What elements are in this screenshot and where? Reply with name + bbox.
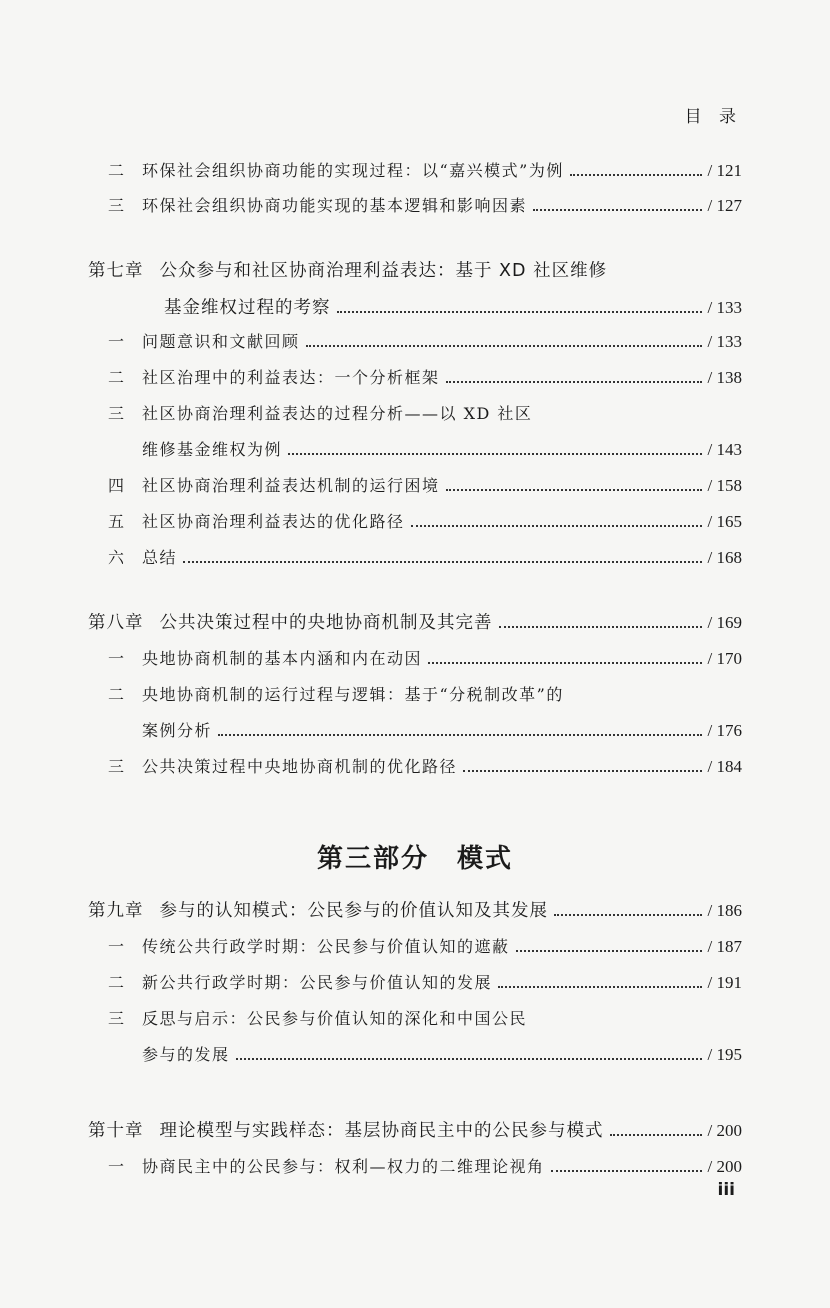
toc-page-ref: / 191 bbox=[707, 973, 742, 992]
toc-section-row[interactable] bbox=[108, 1154, 742, 1180]
toc-number: 第七章 bbox=[88, 261, 144, 281]
toc-section-row[interactable] bbox=[142, 718, 742, 744]
toc-section-row[interactable] bbox=[108, 473, 742, 499]
toc-leader-dots bbox=[551, 1170, 702, 1172]
toc-chapter-row[interactable] bbox=[164, 295, 742, 321]
toc-leader-dots bbox=[288, 453, 702, 455]
toc-section-row[interactable] bbox=[142, 437, 742, 463]
toc-title: 参与的发展 bbox=[142, 1045, 230, 1064]
toc-title: 社区协商治理利益表达的优化路径 bbox=[142, 512, 405, 531]
toc-number: 第九章 bbox=[88, 901, 144, 921]
toc-page-ref: / 127 bbox=[707, 196, 742, 215]
toc-title: 基金维权过程的考察 bbox=[164, 298, 331, 318]
toc-number: 二 bbox=[108, 161, 126, 180]
toc-page-ref: / 170 bbox=[707, 649, 742, 668]
toc-number: 一 bbox=[108, 937, 126, 956]
part-heading: 第三部分 模式 bbox=[316, 844, 513, 874]
toc-page-ref: / 187 bbox=[707, 937, 742, 956]
toc-number: 一 bbox=[108, 1157, 126, 1176]
toc-title: 问题意识和文献回顾 bbox=[142, 332, 300, 351]
toc-leader-dots bbox=[446, 489, 702, 491]
toc-page-ref: / 184 bbox=[707, 757, 742, 776]
toc-leader-dots bbox=[516, 950, 702, 952]
toc-page-ref: / 133 bbox=[707, 298, 742, 317]
toc-number: 三 bbox=[108, 757, 126, 776]
toc-leader-dots bbox=[498, 986, 702, 988]
toc-title: 参与的认知模式：公民参与的价值认知及其发展 bbox=[159, 901, 548, 921]
toc-page-ref: / 165 bbox=[707, 512, 742, 531]
toc-title: 社区协商治理利益表达的过程分析——以 XD 社区 bbox=[142, 404, 533, 423]
toc-number: 二 bbox=[108, 368, 126, 387]
toc-title: 央地协商机制的运行过程与逻辑：基于“分税制改革”的 bbox=[142, 685, 564, 704]
toc-title: 协商民主中的公民参与：权利—权力的二维理论视角 bbox=[142, 1157, 545, 1176]
toc-section-row[interactable] bbox=[108, 158, 742, 184]
toc-page-ref: / 200 bbox=[707, 1157, 742, 1176]
toc-title: 公众参与和社区协商治理利益表达：基于 XD 社区维修 bbox=[159, 261, 608, 281]
toc-section-row[interactable] bbox=[108, 193, 742, 219]
toc-page-ref: / 143 bbox=[707, 440, 742, 459]
toc-title: 总结 bbox=[142, 548, 178, 567]
toc-title: 案例分析 bbox=[142, 721, 213, 740]
toc-leader-dots bbox=[411, 525, 702, 527]
toc-section-row[interactable] bbox=[108, 646, 742, 672]
toc-number: 五 bbox=[108, 512, 126, 531]
toc-title: 维修基金维权为例 bbox=[142, 440, 283, 459]
toc-title: 传统公共行政学时期：公民参与价值认知的遮蔽 bbox=[142, 937, 510, 956]
toc-section-row[interactable] bbox=[108, 682, 742, 708]
toc-page-ref: / 158 bbox=[707, 476, 742, 495]
page-number: iii bbox=[717, 1180, 735, 1200]
toc-section-row[interactable] bbox=[108, 1006, 742, 1032]
toc-title: 公共决策过程中央地协商机制的优化路径 bbox=[142, 757, 458, 776]
toc-leader-dots bbox=[446, 381, 702, 383]
toc-leader-dots bbox=[306, 345, 702, 347]
toc-number: 三 bbox=[108, 1009, 126, 1028]
toc-leader-dots bbox=[533, 209, 702, 211]
toc-chapter-row[interactable] bbox=[88, 258, 742, 284]
toc-page-ref: / 176 bbox=[707, 721, 742, 740]
toc-title: 社区治理中的利益表达：一个分析框架 bbox=[142, 368, 440, 387]
toc-number: 四 bbox=[108, 476, 126, 495]
toc-number: 二 bbox=[108, 685, 126, 704]
toc-leader-dots bbox=[554, 914, 702, 916]
toc-number: 一 bbox=[108, 649, 126, 668]
toc-title: 环保社会组织协商功能实现的基本逻辑和影响因素 bbox=[142, 196, 528, 215]
toc-page-ref: / 121 bbox=[707, 161, 742, 180]
toc-leader-dots bbox=[570, 174, 702, 176]
toc-leader-dots bbox=[463, 770, 702, 772]
toc-number: 三 bbox=[108, 404, 126, 423]
toc-section-row[interactable] bbox=[108, 365, 742, 391]
toc-page-ref: / 186 bbox=[707, 901, 742, 920]
toc-title: 社区协商治理利益表达机制的运行困境 bbox=[142, 476, 440, 495]
toc-chapter-row[interactable] bbox=[88, 898, 742, 924]
toc-section-row[interactable] bbox=[108, 934, 742, 960]
toc-title: 理论模型与实践样态：基层协商民主中的公民参与模式 bbox=[159, 1121, 604, 1141]
toc-section-row[interactable] bbox=[108, 401, 742, 427]
toc-number: 第十章 bbox=[88, 1121, 144, 1141]
toc-leader-dots bbox=[337, 311, 702, 313]
toc-page-ref: / 168 bbox=[707, 548, 742, 567]
toc-section-row[interactable] bbox=[108, 329, 742, 355]
toc-section-row[interactable] bbox=[108, 509, 742, 535]
toc-leader-dots bbox=[236, 1058, 702, 1060]
toc-leader-dots bbox=[610, 1134, 702, 1136]
toc-title: 环保社会组织协商功能的实现过程：以“嘉兴模式”为例 bbox=[142, 161, 564, 180]
toc-page-ref: / 169 bbox=[707, 613, 742, 632]
toc-page-ref: / 200 bbox=[707, 1121, 742, 1140]
toc-chapter-row[interactable] bbox=[88, 1118, 742, 1144]
toc-leader-dots bbox=[183, 561, 702, 563]
toc-leader-dots bbox=[218, 734, 702, 736]
toc-title: 公共决策过程中的央地协商机制及其完善 bbox=[159, 613, 493, 633]
toc-section-row[interactable] bbox=[108, 545, 742, 571]
toc-number: 一 bbox=[108, 332, 126, 351]
toc-section-row[interactable] bbox=[142, 1042, 742, 1068]
toc-chapter-row[interactable] bbox=[88, 610, 742, 636]
toc-title: 新公共行政学时期：公民参与价值认知的发展 bbox=[142, 973, 493, 992]
toc-number: 六 bbox=[108, 548, 126, 567]
toc-title: 央地协商机制的基本内涵和内在动因 bbox=[142, 649, 423, 668]
toc-section-row[interactable] bbox=[108, 754, 742, 780]
toc-leader-dots bbox=[428, 662, 702, 664]
toc-number: 三 bbox=[108, 196, 126, 215]
running-header: 目 录 bbox=[684, 107, 742, 127]
toc-section-row[interactable] bbox=[108, 970, 742, 996]
toc-leader-dots bbox=[499, 626, 702, 628]
toc-page-ref: / 195 bbox=[707, 1045, 742, 1064]
toc-number: 第八章 bbox=[88, 613, 144, 633]
toc-number: 二 bbox=[108, 973, 126, 992]
toc-page-ref: / 138 bbox=[707, 368, 742, 387]
toc-title: 反思与启示：公民参与价值认知的深化和中国公民 bbox=[142, 1009, 528, 1028]
toc-page-ref: / 133 bbox=[707, 332, 742, 351]
